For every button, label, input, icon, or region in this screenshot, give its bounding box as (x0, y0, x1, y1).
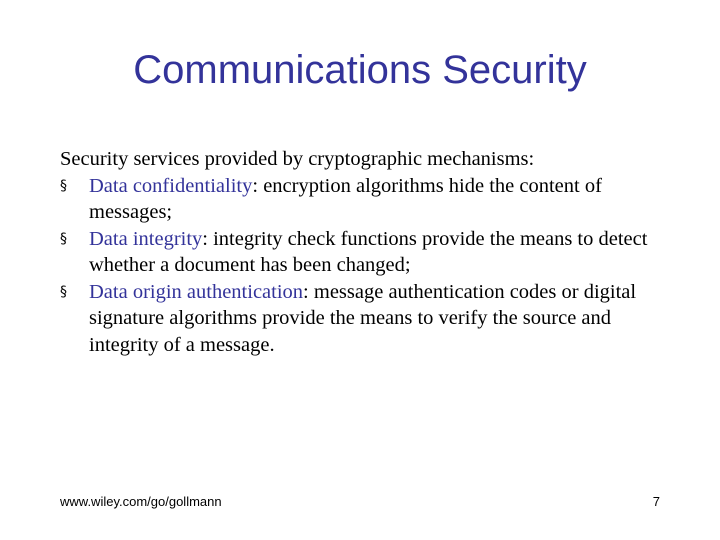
term-data-origin-authentication: Data origin authentication (89, 280, 304, 303)
term-data-integrity: Data integrity (89, 227, 203, 250)
slide-title: Communications Security (133, 48, 587, 92)
bullet-description: : encryption algorithms hide the content of messages; (89, 174, 602, 223)
footer-url: www.wiley.com/go/gollmann (60, 494, 222, 509)
bullet-item-confidentiality (60, 173, 670, 226)
bullet-description: : message authentication codes or digital signature algorithms provide the means to verify the source and integrity of a message. (89, 280, 637, 356)
bullet-icon: § (60, 177, 67, 194)
page-number: 7 (652, 494, 660, 509)
bullet-item-integrity (60, 226, 670, 279)
term-data-confidentiality: Data confidentiality (89, 174, 253, 197)
bullet-list (60, 173, 670, 359)
bullet-icon: § (60, 283, 67, 300)
bullet-description: : integrity check functions provide the means to detect whether a document has been changed; (89, 227, 648, 276)
intro-text: Security services provided by cryptographic mechanisms: (60, 148, 535, 170)
bullet-icon: § (60, 230, 67, 247)
bullet-item-origin-authentication (60, 279, 670, 359)
slide-body (60, 146, 670, 358)
